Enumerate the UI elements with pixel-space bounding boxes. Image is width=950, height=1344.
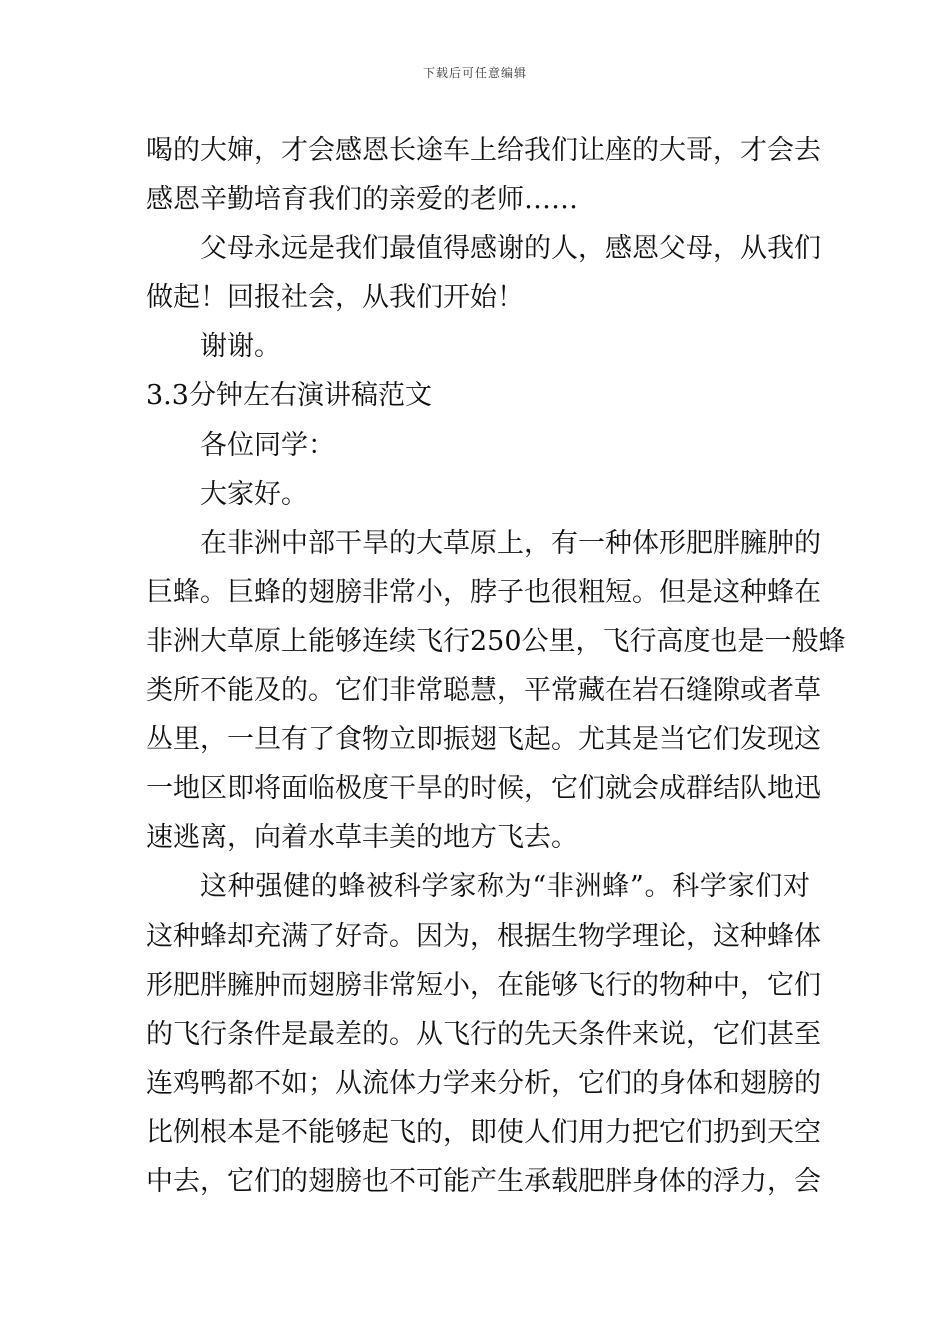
text-line: 感恩辛勤培育我们的亲爱的老师…… bbox=[146, 184, 578, 216]
text-line: 形肥胖臃肿而翅膀非常短小，在能够飞行的物种中，它们 bbox=[146, 969, 821, 1001]
text-line: 类所不能及的。它们非常聪慧，平常藏在岩石缝隙或者草 bbox=[146, 675, 821, 707]
text-line: 丛里，一旦有了食物立即振翅飞起。尤其是当它们发现这 bbox=[146, 724, 821, 756]
text-line: 中去，它们的翅膀也不可能产生承载肥胖身体的浮力，会 bbox=[146, 1165, 821, 1197]
page-header-note: 下载后可任意编辑 bbox=[422, 66, 527, 80]
paragraph-start-line: 谢谢。 bbox=[200, 331, 281, 363]
text-line: 的飞行条件是最差的。从飞行的先天条件来说，它们甚至 bbox=[146, 1018, 821, 1050]
text-line: 速逃离，向着水草丰美的地方飞去。 bbox=[146, 822, 578, 854]
text-line: 巨蜂。巨蜂的翅膀非常小，脖子也很粗短。但是这种蜂在 bbox=[146, 576, 821, 608]
salutation-line: 各位同学： bbox=[200, 429, 335, 461]
text-line: 比例根本是不能够起飞的，即使人们用力把它们扔到天空 bbox=[146, 1116, 821, 1148]
text-line: 喝的大婶，才会感恩长途车上给我们让座的大哥，才会去 bbox=[146, 135, 821, 166]
paragraph-start-line: 父母永远是我们最值得感谢的人，感恩父母，从我们 bbox=[200, 233, 821, 265]
text-line: 这种蜂却充满了好奇。因为，根据生物学理论，这种蜂体 bbox=[146, 920, 821, 952]
text-line: 做起！回报社会，从我们开始！ bbox=[146, 282, 524, 314]
paragraph-start-line: 这种强健的蜂被科学家称为“非洲蜂”。科学家们对 bbox=[200, 871, 810, 903]
text-line: 非洲大草原上能够连续飞行250公里，飞行高度也是一般蜂 bbox=[146, 625, 846, 657]
greeting-line: 大家好。 bbox=[200, 478, 308, 510]
text-line: 一地区即将面临极度干旱的时候，它们就会成群结队地迅 bbox=[146, 773, 821, 805]
document-body bbox=[146, 126, 846, 1206]
text-line: 连鸡鸭都不如；从流体力学来分析，它们的身体和翅膀的 bbox=[146, 1067, 821, 1099]
section-heading: 3.3分钟左右演讲稿范文 bbox=[146, 380, 432, 412]
paragraph-start-line: 在非洲中部干旱的大草原上，有一种体形肥胖臃肿的 bbox=[200, 527, 821, 559]
